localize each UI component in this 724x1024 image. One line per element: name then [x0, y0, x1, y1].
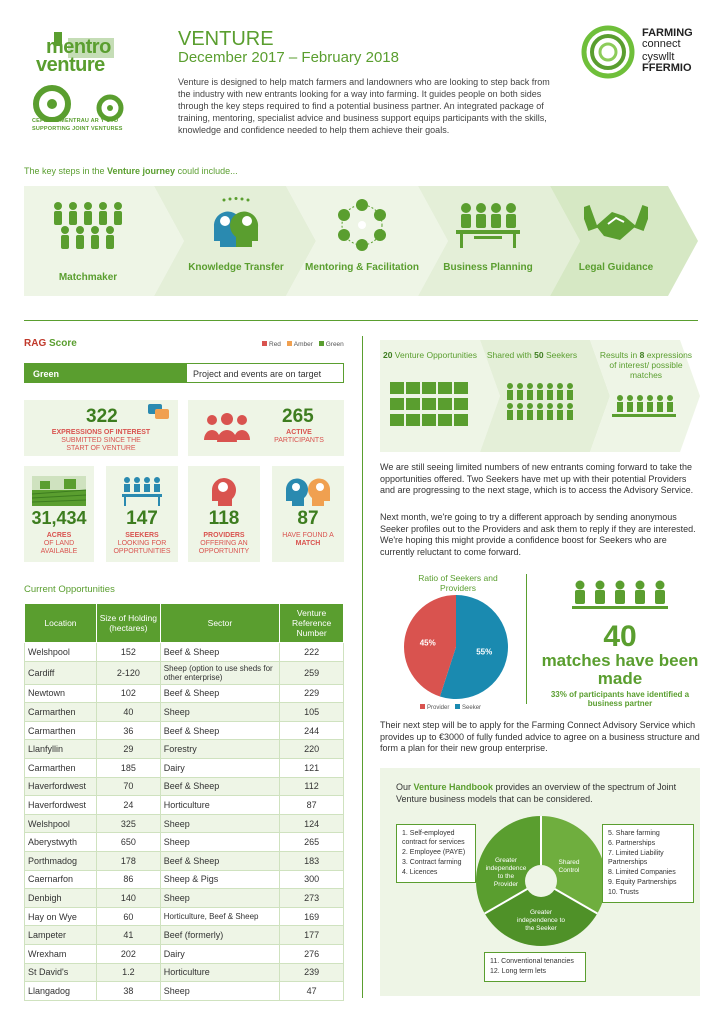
document-grid-icon — [390, 382, 468, 426]
journey-step-mentoring — [302, 196, 422, 273]
column-divider — [362, 336, 363, 998]
stat-active-participants — [188, 400, 344, 456]
cell-location: Lampeter — [25, 926, 97, 945]
cell-reference: 300 — [280, 870, 344, 889]
logo-caption-welsh: CEFNOGI MENTRAU AR Y CYD — [32, 118, 119, 124]
cell-location: Wrexham — [25, 944, 97, 963]
cell-reference: 105 — [280, 703, 344, 722]
journey-step-matchmaker — [28, 196, 148, 283]
cell-location: Caernarfon — [25, 870, 97, 889]
stat-providers — [188, 466, 260, 562]
stat-subcaption: MATCH — [295, 540, 321, 547]
segment-provider: Greater independence to the Provider — [485, 857, 527, 888]
list-item: 3. Contract farming — [402, 859, 462, 866]
cell-size: 140 — [96, 889, 160, 908]
cell-location: Aberystwyth — [25, 833, 97, 852]
stat-subcaption: OF LAND AVAILABLE — [40, 540, 78, 555]
legend-seeker: Seeker — [462, 705, 482, 711]
stat-caption: PROVIDERS — [203, 532, 245, 539]
stat-seekers — [106, 466, 178, 562]
cell-size: 2-120 — [96, 661, 160, 684]
cell-reference: 183 — [280, 851, 344, 870]
cell-location: Welshpool — [25, 643, 97, 662]
table-row — [25, 982, 344, 1001]
cell-reference: 47 — [280, 982, 344, 1001]
stat-caption: ACTIVE — [286, 429, 312, 436]
flow-seekers-text2: Seekers — [543, 350, 578, 360]
table-row — [25, 833, 344, 852]
stat-number: 147 — [126, 508, 158, 529]
matches-number: 40 — [603, 620, 637, 653]
logo-word-venture: venture — [36, 54, 105, 76]
header-size: Size of Holding (hectares) — [96, 604, 160, 643]
fc-farming: FARMING — [642, 27, 693, 39]
cell-location: Llangadog — [25, 982, 97, 1001]
heads-gears-icon — [206, 197, 266, 253]
cell-reference: 124 — [280, 814, 344, 833]
list-item: 11. Conventional tenancies — [490, 958, 574, 965]
stat-subcaption: PARTICIPANTS — [274, 437, 324, 444]
handshake-icon — [584, 200, 648, 250]
legend-swatch-red — [262, 341, 267, 346]
list-item: 4. Licences — [402, 869, 438, 876]
cell-sector: Sheep — [160, 982, 279, 1001]
table-row — [25, 907, 344, 926]
legend-green: Green — [325, 341, 344, 348]
segment-seeker: Greater independence to the Seeker — [516, 909, 566, 932]
cell-reference: 265 — [280, 833, 344, 852]
step-label: Legal Guidance — [578, 262, 654, 273]
pie-label-provider: 45% — [419, 638, 436, 648]
participants-icon — [204, 412, 250, 442]
journey-intro-suffix: could include... — [175, 166, 238, 176]
flow-seekers-text: Shared with — [486, 350, 535, 360]
flow-seekers-num: 50 — [534, 350, 544, 360]
cell-reference: 177 — [280, 926, 344, 945]
handbook-text — [396, 781, 686, 805]
stat-number: 31,434 — [31, 508, 87, 528]
legend-swatch-seeker — [455, 704, 460, 709]
table-row — [25, 926, 344, 945]
rag-status: Green — [25, 364, 187, 382]
cell-location: Llanfyllin — [25, 740, 97, 759]
cell-location: Cardiff — [25, 661, 97, 684]
cell-sector: Beef & Sheep — [160, 684, 279, 703]
cell-size: 325 — [96, 814, 160, 833]
cell-location: Welshpool — [25, 814, 97, 833]
cell-size: 102 — [96, 684, 160, 703]
cell-location: Carmarthen — [25, 703, 97, 722]
cell-location: Hay on Wye — [25, 907, 97, 926]
journey-step-legal-guidance — [556, 196, 676, 273]
legend-red: Red — [269, 341, 281, 348]
cell-location: Carmarthen — [25, 758, 97, 777]
table-row — [25, 796, 344, 815]
list-item: 5. Share farming — [608, 830, 660, 837]
table-row — [25, 889, 344, 908]
cell-sector: Beef & Sheep — [160, 721, 279, 740]
list-item: 6. Partnerships — [608, 840, 656, 847]
cell-sector: Dairy — [160, 758, 279, 777]
stat-caption: ACRES — [46, 532, 72, 539]
stat-subcaption: OFFERING AN OPPORTUNITY — [198, 540, 250, 555]
rag-description: Project and events are on target — [193, 369, 322, 379]
table-row — [25, 944, 344, 963]
cell-size: 24 — [96, 796, 160, 815]
cell-sector: Dairy — [160, 944, 279, 963]
swirl-icon — [580, 24, 636, 80]
list-item: 12. Long term lets — [490, 968, 547, 975]
legend-amber: Amber — [293, 341, 313, 348]
paragraph-1: We are still seeing limited numbers of new entrants coming forward to take the opportunities offered. Two Seekers have met up with their potential Providers and are progressing to the next stage, which is to access the Advisory Service. — [380, 462, 694, 495]
flow-seekers — [482, 350, 582, 360]
cell-location: St David's — [25, 963, 97, 982]
cell-reference: 222 — [280, 643, 344, 662]
handbook-text-suffix: provides an overview of the spectrum of Joint Venture business models that can be considered. — [396, 782, 677, 804]
cell-size: 60 — [96, 907, 160, 926]
step-label: Matchmaker — [58, 272, 118, 283]
cell-sector: Sheep — [160, 703, 279, 722]
intro-paragraph: Venture is designed to help match farmers and landowners who are looking to step back from the industry with new entrants looking for a way into farming. It guides people on both sides through the key steps required to find a potential business partner. An integrated package of training, mentoring, specialist advice and business support equips participants with the skills, knowledge and confidence needed to help them achieve their goals. — [178, 77, 550, 135]
table-row — [25, 703, 344, 722]
matches-subtext: 33% of participants have identified a business partner — [550, 690, 690, 708]
cell-sector: Sheep — [160, 833, 279, 852]
rag-title-prefix: RAG — [24, 338, 47, 349]
cell-size: 1.2 — [96, 963, 160, 982]
stat-subcaption: LOOKING FOR OPPORTUNITIES — [113, 540, 171, 555]
table-row — [25, 963, 344, 982]
mentro-venture-logo — [22, 30, 140, 150]
journey-intro-bold: Venture journey — [107, 166, 176, 176]
cell-reference: 244 — [280, 721, 344, 740]
list-item: 9. Equity Partnerships — [608, 879, 677, 886]
cell-location: Denbigh — [25, 889, 97, 908]
cell-reference: 276 — [280, 944, 344, 963]
header-reference: Venture Reference Number — [280, 604, 344, 643]
paragraph-2: Next month, we're going to try a different approach by sending anonymous Seeker profiles out to the Providers and ask them to reply if they are interested. We're hoping this might provide a confidence boost for Seekers who are currently reluctant to come forward. — [380, 512, 696, 557]
stat-have-found-match — [272, 466, 344, 562]
cell-location: Porthmadog — [25, 851, 97, 870]
cell-size: 650 — [96, 833, 160, 852]
cell-reference: 169 — [280, 907, 344, 926]
table-row — [25, 661, 344, 684]
table-row — [25, 721, 344, 740]
cell-size: 38 — [96, 982, 160, 1001]
table-row — [25, 777, 344, 796]
cell-sector: Horticulture — [160, 963, 279, 982]
table-row — [25, 758, 344, 777]
table-row — [25, 740, 344, 759]
pie-chart — [400, 594, 512, 700]
fc-cyswllt: cyswllt — [642, 51, 675, 63]
step-label: Business Planning — [443, 262, 533, 273]
pie-label-seeker: 55% — [476, 647, 493, 657]
network-circle-icon — [332, 197, 392, 253]
cell-size: 36 — [96, 721, 160, 740]
cell-location: Newtown — [25, 684, 97, 703]
handbook-cycle-diagram — [474, 814, 608, 948]
stat-caption: HAVE FOUND A — [282, 532, 334, 539]
list-item: 1. Self-employed contract for services — [402, 830, 465, 846]
logo-caption-english: SUPPORTING JOINT VENTURES — [32, 126, 123, 132]
cell-size: 40 — [96, 703, 160, 722]
step-label: Mentoring & Facilitation — [305, 262, 419, 273]
pie-divider — [526, 574, 527, 704]
header-sector: Sector — [160, 604, 279, 643]
segment-shared: Shared Control — [558, 859, 580, 874]
date-range: December 2017 – February 2018 — [178, 49, 399, 66]
logo-word-mentro: mentro — [46, 36, 111, 58]
table-body — [25, 643, 344, 1001]
rag-title — [24, 338, 77, 349]
journey-intro — [24, 166, 238, 176]
provider-head-icon — [210, 474, 238, 506]
flow-results-text: Results in — [599, 350, 640, 360]
page-title: VENTURE — [178, 28, 274, 50]
legend-swatch-green — [319, 341, 324, 346]
rag-title-suffix: Score — [46, 338, 77, 349]
list-item: 10. Trusts — [608, 889, 639, 896]
table-row — [25, 851, 344, 870]
rag-status-bar — [24, 363, 344, 383]
flow-opportunities-text: Venture Opportunities — [392, 350, 478, 360]
cell-size: 29 — [96, 740, 160, 759]
stat-number: 118 — [208, 508, 240, 529]
stat-acres — [24, 466, 94, 562]
cell-sector: Sheep — [160, 889, 279, 908]
pie-title: Ratio of Seekers and Providers — [418, 573, 498, 593]
cell-reference: 229 — [280, 684, 344, 703]
list-item: 7. Limited Liability Partnerships — [608, 850, 664, 866]
cell-sector: Beef (formerly) — [160, 926, 279, 945]
header-location: Location — [25, 604, 97, 643]
stat-caption: EXPRESSIONS OF INTEREST — [51, 429, 151, 436]
table-row — [25, 814, 344, 833]
cell-size: 178 — [96, 851, 160, 870]
cell-reference: 121 — [280, 758, 344, 777]
flow-opportunities — [380, 350, 480, 360]
cell-size: 86 — [96, 870, 160, 889]
legend-provider: Provider — [427, 705, 450, 711]
cell-sector: Sheep (option to use sheds for other enterprise) — [160, 661, 279, 684]
people-at-table-icon — [456, 200, 520, 250]
stat-number: 265 — [282, 406, 314, 427]
section-divider — [24, 320, 698, 321]
handbook-right-list — [602, 824, 694, 903]
cell-size: 41 — [96, 926, 160, 945]
cell-sector: Beef & Sheep — [160, 777, 279, 796]
table-row — [25, 870, 344, 889]
stat-caption: SEEKERS — [125, 532, 159, 539]
rag-legend — [258, 341, 344, 348]
journey-intro-prefix: The key steps in the — [24, 166, 108, 176]
pie-slices — [404, 595, 508, 699]
cell-location: Haverfordwest — [25, 796, 97, 815]
cell-sector: Beef & Sheep — [160, 851, 279, 870]
cell-sector: Horticulture — [160, 796, 279, 815]
pie-legend — [416, 704, 481, 711]
speech-bubble-icon — [148, 404, 170, 422]
cell-reference: 239 — [280, 963, 344, 982]
cell-reference: 220 — [280, 740, 344, 759]
cell-reference: 87 — [280, 796, 344, 815]
flow-results — [596, 350, 696, 380]
field-icon — [32, 476, 86, 506]
list-item: 2. Employee (PAYE) — [402, 849, 466, 856]
journey-step-business-planning — [428, 196, 548, 273]
table-row — [25, 684, 344, 703]
cell-size: 185 — [96, 758, 160, 777]
cell-size: 70 — [96, 777, 160, 796]
opportunities-title: Current Opportunities — [24, 584, 115, 595]
stat-expressions-of-interest — [24, 400, 178, 456]
list-item: 8. Limited Companies — [608, 869, 676, 876]
cell-location: Haverfordwest — [25, 777, 97, 796]
paragraph-3: Their next step will be to apply for the Farming Connect Advisory Service which provides up to €3000 of fully funded advice to agree on a business structure and form a plan for their new group enterprise. — [380, 720, 700, 753]
cell-location: Carmarthen — [25, 721, 97, 740]
cell-sector: Sheep — [160, 814, 279, 833]
flow-results-num: 8 — [639, 350, 645, 360]
stat-number: 322 — [86, 406, 118, 427]
legend-swatch-amber — [287, 341, 292, 346]
stat-number: 87 — [297, 508, 319, 529]
flow-opportunities-num: 20 — [382, 350, 393, 360]
cell-reference: 259 — [280, 661, 344, 684]
matches-people-icon — [572, 580, 668, 620]
cell-sector: Forestry — [160, 740, 279, 759]
matched-heads-icon — [284, 474, 332, 506]
cell-size: 202 — [96, 944, 160, 963]
matches-text: matches have been made — [541, 651, 699, 688]
cell-size: 152 — [96, 643, 160, 662]
table-header-row — [25, 604, 344, 643]
flow-results-text2: expressions of interest/ possible matches — [609, 350, 693, 380]
fc-connect: connect — [642, 38, 681, 50]
cell-sector: Beef & Sheep — [160, 643, 279, 662]
handbook-bottom-list — [484, 952, 586, 982]
opportunities-table — [24, 603, 344, 1001]
step-label: Knowledge Transfer — [188, 262, 284, 273]
handbook-text-prefix: Our — [396, 782, 414, 792]
journey-step-knowledge-transfer — [176, 196, 296, 273]
farming-connect-logo — [580, 24, 710, 80]
legend-swatch-provider — [420, 704, 425, 709]
cell-sector: Sheep & Pigs — [160, 870, 279, 889]
cell-sector: Horticulture, Beef & Sheep — [160, 907, 279, 926]
handbook-left-list — [396, 824, 476, 883]
fc-ffermio: FFERMIO — [642, 62, 692, 74]
table-row — [25, 643, 344, 662]
cell-reference: 112 — [280, 777, 344, 796]
stat-subcaption: SUBMITTED SINCE THE START OF VENTURE — [61, 437, 141, 452]
cell-reference: 273 — [280, 889, 344, 908]
seekers-icon — [122, 476, 162, 506]
people-group-icon — [48, 200, 128, 250]
handbook-title: Venture Handbook — [413, 782, 494, 792]
